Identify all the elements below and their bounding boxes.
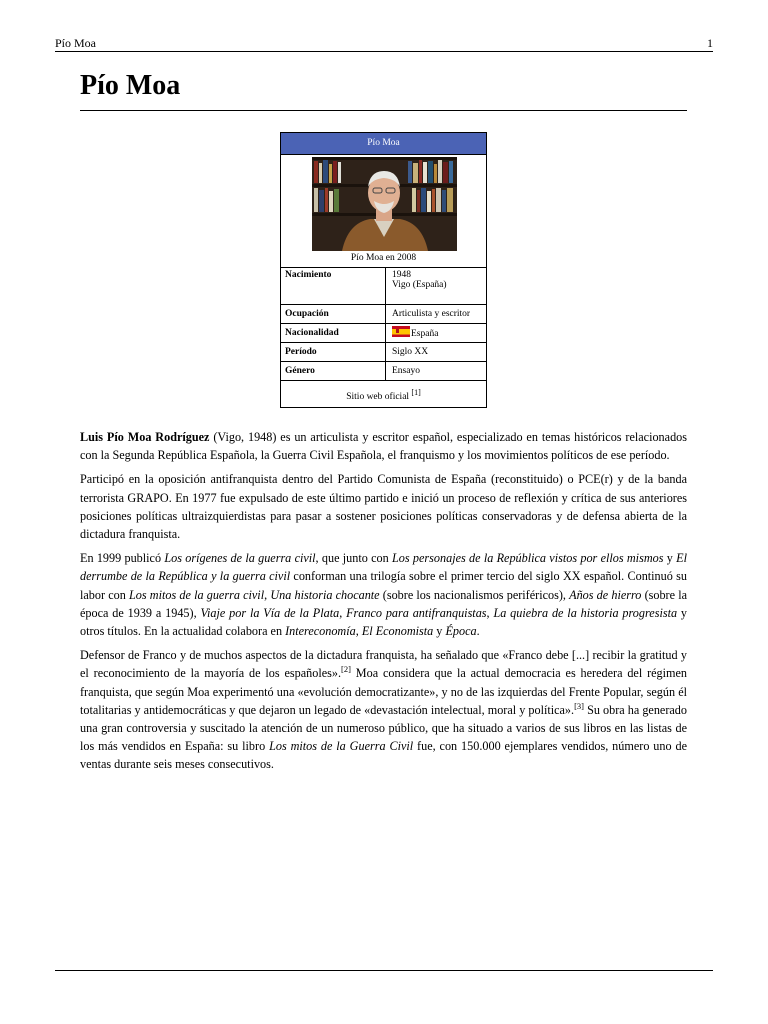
book-title: Los mitos de la guerra civil xyxy=(129,587,265,602)
book-title: Los personajes de la República vistos por ellos mismos xyxy=(392,551,664,566)
paragraph-works: En 1999 publicó Los orígenes de la guerra civil, que junto con Los personajes de la República vistos por ellos mismos y El derrumbe de la República y la guerra civil conforman una trilogía sobre el primer tercio del siglo XX español. Continuó su labor con Los mitos de la guerra civil, Una historia chocante (sobre los nacionalismos periféricos), Años de hierro (sobre la época de 1939 a 1945), Viaje por la Vía de la Plata, Franco para antifranquistas, La quiebra de la historia progresista y otros títulos. En la actualidad colabora en Intereconomía, El Economista y Época. xyxy=(80,551,688,639)
reference-marker[interactable]: [2] xyxy=(341,664,351,675)
spain-flag-icon xyxy=(392,326,410,337)
publication-title: Época xyxy=(445,624,477,639)
birth-year: 1948 xyxy=(392,270,411,280)
publication-title: Intereconomía xyxy=(285,624,356,639)
infobox-key: Nacionalidad xyxy=(281,324,386,342)
footer-divider xyxy=(55,970,713,971)
paragraph-biography: Participó en la oposición antifranquista dentro del Partido Comunista de España (reconstituido) o PCE(r) y de la banda terrorista GRAPO. En 1977 fue expulsado de este último partido e inició un proceso de reflexión y crítica de sus anteriores posiciones políticas ultraizquierdistas para pasar a sostener posiciones políticas conservadoras y de defensa abierta de la dictadura franquista. xyxy=(80,472,687,542)
infobox-value: Articulista y escritor xyxy=(392,309,471,319)
book-title: Franco para antifranquistas xyxy=(346,605,487,620)
official-site-link[interactable]: Sitio web oficial xyxy=(346,392,410,403)
infobox-photo-area xyxy=(281,155,486,267)
article-body xyxy=(80,428,687,780)
infobox-row-birth xyxy=(281,267,486,304)
book-title: La quiebra de la historia progresista xyxy=(493,605,678,620)
infobox-footer xyxy=(281,380,486,407)
infobox-row-genre xyxy=(281,361,486,380)
infobox xyxy=(280,132,487,408)
infobox-key: Ocupación xyxy=(281,305,386,323)
infobox-row-nationality xyxy=(281,323,486,342)
infobox-value xyxy=(386,324,486,342)
portrait-photo[interactable] xyxy=(312,157,457,251)
infobox-value: Ensayo xyxy=(392,366,420,376)
running-title: Pío Moa xyxy=(55,36,97,50)
infobox-heading: Pío Moa xyxy=(281,133,486,155)
reference-marker[interactable]: [1] xyxy=(411,388,421,397)
infobox-key: Género xyxy=(281,362,386,380)
reference-marker[interactable]: [3] xyxy=(574,700,584,711)
infobox-row-period xyxy=(281,342,486,361)
infobox-row-occupation xyxy=(281,304,486,323)
birth-place-link[interactable]: Vigo (España) xyxy=(392,280,447,290)
portrait-image xyxy=(312,157,457,251)
book-title: El derrumbe de la República y la guerra civil xyxy=(80,551,687,584)
nationality-link[interactable]: España xyxy=(411,329,439,339)
book-title: Viaje por la Vía de la Plata xyxy=(200,605,340,620)
paragraph-intro: Luis Pío Moa Rodríguez (Vigo, 1948) es un articulista y escritor español, especializado en temas históricos relacionados con la Segunda República Española, la Guerra Civil Española, el franquismo y los movimientos políticos de ese período. xyxy=(80,430,687,463)
photo-caption: Pío Moa en 2008 xyxy=(350,253,417,263)
running-header xyxy=(55,36,713,52)
book-title: Una historia chocante xyxy=(270,587,380,602)
page-number: 1 xyxy=(707,36,713,50)
infobox-key: Nacimiento xyxy=(281,268,386,304)
title-divider xyxy=(80,110,687,111)
infobox-value xyxy=(386,268,486,304)
book-title: Los mitos de la Guerra Civil xyxy=(269,739,414,754)
book-title: Años de hierro xyxy=(569,587,642,602)
infobox-value: Siglo XX xyxy=(392,347,429,357)
infobox-key: Período xyxy=(281,343,386,361)
paragraph-views: Defensor de Franco y de muchos aspectos de la dictadura franquista, ha señalado que «Franco debe [...] recibir la gratitud y el reconocimiento de la mayoría de los españoles».[2] Moa considera que la actual democracia es heredera del régimen franquista, que según Moa experimentó una «evolución democratizante», y no de las izquierdas del Frente Popular, según él totalitarias y antidemocráticas y que dejaron un legado de «devastación intelectual, moral y política».[3] Su obra ha generado una gran controversia y suscitado la atención de un numeroso público, que ha situado a varios de sus libros en las listas de los más vendidos en España: su libro Los mitos de la Guerra Civil fue, con 150.000 ejemplares vendidos, número uno de ventas durante seis meses consecutivos. xyxy=(80,648,687,772)
header-divider xyxy=(55,51,713,52)
page-title: Pío Moa xyxy=(80,70,181,101)
publication-title: El Economista xyxy=(361,624,434,639)
subject-name: Luis Pío Moa Rodríguez xyxy=(80,430,210,444)
book-title: Los orígenes de la guerra civil xyxy=(164,551,316,566)
